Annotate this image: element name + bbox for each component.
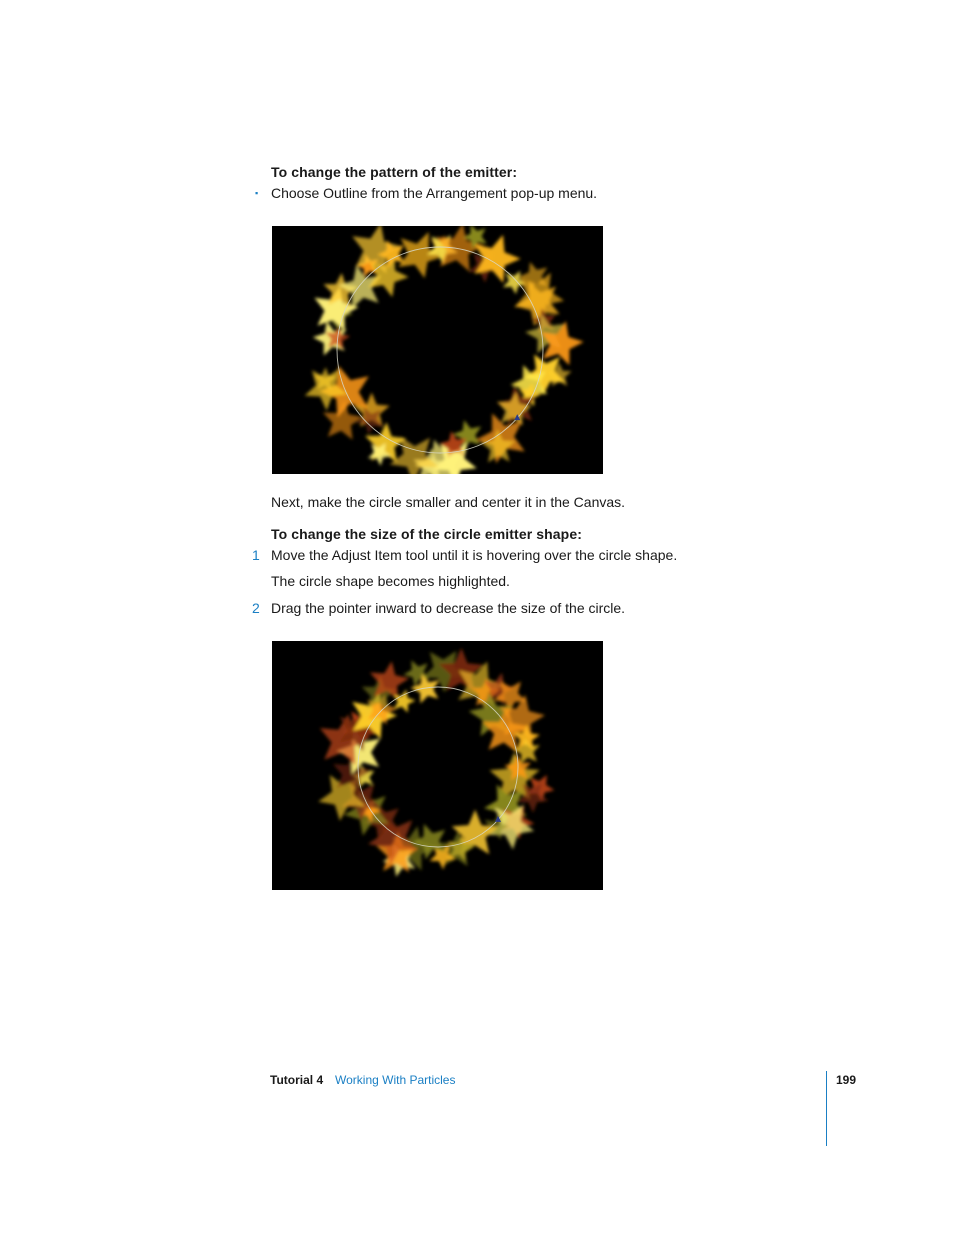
bullet-text-outline: Choose Outline from the Arrangement pop-up menu. [271, 185, 598, 201]
star-ring-image [272, 226, 603, 474]
section-heading-pattern: To change the pattern of the emitter: [271, 164, 518, 180]
paragraph-next: Next, make the circle smaller and center it in the Canvas. [271, 494, 626, 510]
bullet-marker: ▪ [255, 188, 259, 198]
figure-smaller-circle [272, 641, 603, 890]
page-number: 199 [836, 1073, 857, 1087]
footer-tutorial-label: Tutorial 4 [270, 1073, 324, 1087]
footer-chapter-title: Working With Particles [335, 1073, 456, 1087]
step-text-2: Drag the pointer inward to decrease the size of the circle. [271, 600, 626, 616]
footer-divider [826, 1071, 827, 1146]
star-ring-image [272, 641, 603, 890]
step-number-2: 2 [252, 600, 260, 616]
step-number-1: 1 [252, 547, 260, 563]
section-heading-size: To change the size of the circle emitter shape: [271, 526, 582, 542]
step-text-1: Move the Adjust Item tool until it is hovering over the circle shape. [271, 547, 678, 563]
figure-outline-emitter [272, 226, 603, 474]
step-1-result: The circle shape becomes highlighted. [271, 573, 510, 589]
